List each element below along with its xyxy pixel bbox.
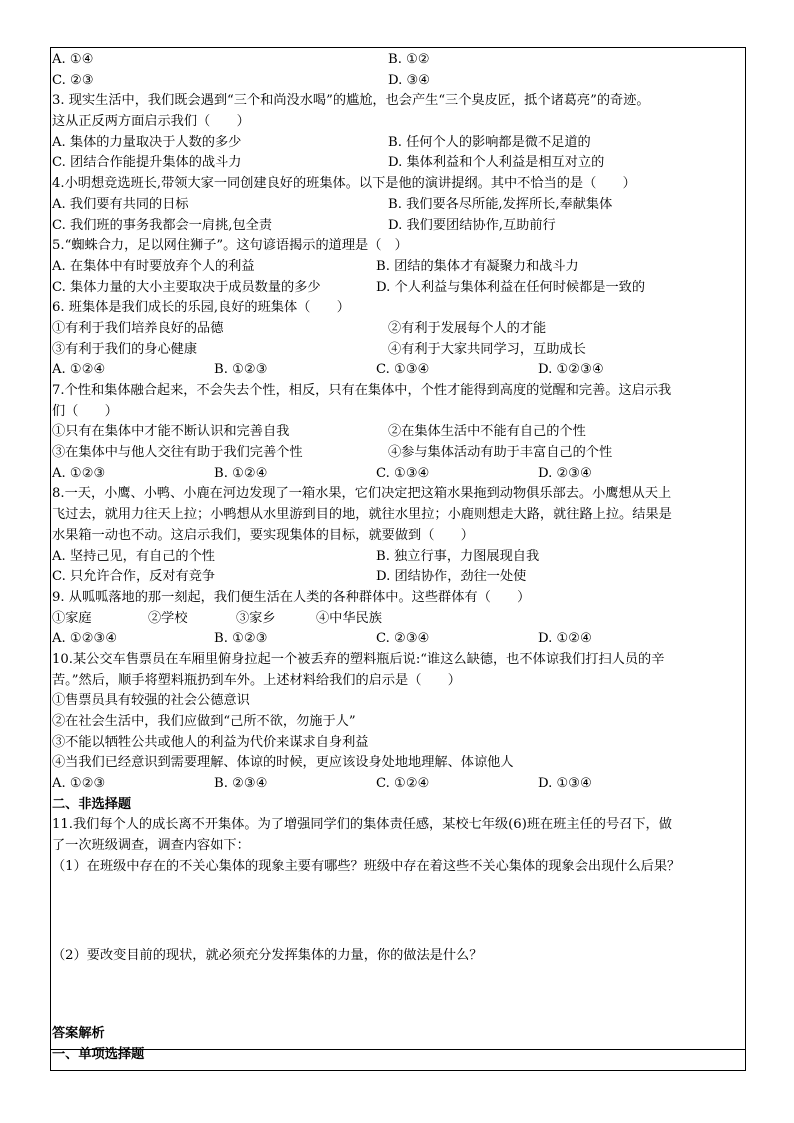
option-b: B. 团结的集体才有凝聚力和战斗力 <box>376 258 579 274</box>
statement-3: ③不能以牺牲公共或他人的利益为代价来谋求自身利益 <box>52 734 369 750</box>
option-c: C. 团结合作能提升集体的战斗力 <box>52 155 242 171</box>
question-9-stem: 9. 从呱呱落地的那一刻起，我们便生活在人类的各种群体中。这些群体有（ ） <box>52 589 531 605</box>
option-d: D. 我们要团结协作,互助前行 <box>388 217 556 233</box>
option-a: A. ①②③ <box>52 776 106 792</box>
statement-2: ②在集体生活中不能有自己的个性 <box>388 424 586 440</box>
answer-space <box>52 878 746 946</box>
question-3-stem-cont: 这从正反两方面启示我们（ ） <box>52 114 250 130</box>
statement-2: ②学校 <box>148 610 188 626</box>
option-c: C. 我们班的事务我都会一肩挑,包全责 <box>52 217 273 233</box>
question-8-stem-cont: 水果箱一动也不动。这启示我们，要实现集体的目标，就要做到（ ） <box>52 527 474 543</box>
statement-4: ④参与集体活动有助于丰富自己的个性 <box>388 445 613 461</box>
option-d: D. ①②③④ <box>538 362 604 378</box>
options-row <box>52 629 746 650</box>
option-d: D. ①②④ <box>538 631 592 647</box>
question-7-stem: 7.个性和集体融合起来，不会失去个性，相反，只有在集体中，个性才能得到高度的觉醒和完善。这启示我 <box>52 383 672 398</box>
option-d: D. ③④ <box>388 72 431 88</box>
statement-3: ③家乡 <box>236 610 276 626</box>
statement-1: ①售票员具有较强的社会公德意识 <box>52 693 250 709</box>
options-row <box>52 774 746 795</box>
option-b: B. 我们要各尽所能,发挥所长,奉献集体 <box>388 196 613 212</box>
answers-title: 答案解析 <box>52 1026 105 1042</box>
question-5-stem: 5.“蜘蛛合力，足以网住狮子”。这句谚语揭示的道理是（ ） <box>52 238 408 254</box>
worksheet-content <box>52 50 746 1066</box>
option-a: A. ①②③ <box>52 465 106 481</box>
statement-3: ③有利于我们的身心健康 <box>52 341 198 357</box>
option-b: B. ①② <box>388 52 430 67</box>
option-b: B. 独立行事，力图展现自我 <box>376 548 540 564</box>
statements-row <box>52 319 746 340</box>
statements-row <box>52 443 746 464</box>
question-11-stem-cont: 了一次班级调查，调查内容如下： <box>52 838 250 854</box>
option-a: A. 坚持己见，有自己的个性 <box>52 548 215 564</box>
statement-1: ①只有在集体中才能不断认识和完善自我 <box>52 424 290 440</box>
section-heading-2: 二、非选择题 <box>52 796 132 812</box>
answer-space <box>52 966 746 1024</box>
option-a: A. ①④ <box>52 52 94 67</box>
option-c: C. ①③④ <box>376 362 430 378</box>
question-11-stem: 11.我们每个人的成长离不开集体。为了增强同学们的集体责任感，某校七年级(6)班在班主任的号召下，做 <box>52 817 672 833</box>
option-d: D. ②③④ <box>538 465 592 481</box>
statement-4: ④中华民族 <box>316 610 382 626</box>
option-a: A. 在集体中有时要放弃个人的利益 <box>52 258 255 274</box>
options-row <box>52 71 746 92</box>
question-6-stem: 6. 班集体是我们成长的乐园,良好的班集体（ ） <box>52 300 350 316</box>
option-a: A. ①②④ <box>52 362 106 378</box>
statement-2: ②在社会生活中，我们应做到“己所不欲，勿施于人” <box>52 714 356 729</box>
option-c: C. ①②④ <box>376 776 430 792</box>
question-7-stem-cont: 们（ ） <box>52 403 118 419</box>
statement-1: ①家庭 <box>52 610 92 626</box>
statement-4: ④当我们已经意识到需要理解、体谅的时候，更应该设身处地地理解、体谅他人 <box>52 755 514 771</box>
question-10-stem: 10.某公交车售票员在车厢里俯身拉起一个被丢弃的塑料瓶后说:“谁这么缺德，也不体谅我们打扫人员的辛 <box>52 651 665 667</box>
section-heading-1: 一、单项选择题 <box>52 1046 145 1062</box>
options-row <box>52 195 746 216</box>
options-row <box>52 50 746 71</box>
statement-3: ③在集体中与他人交往有助于我们完善个性 <box>52 445 303 461</box>
statements-row <box>52 340 746 361</box>
question-4-stem: 4.小明想竞选班长,带领大家一同创建良好的班集体。以下是他的演讲提纲。其中不恰当的是（ ） <box>52 176 636 192</box>
options-row <box>52 153 746 174</box>
options-row <box>52 567 746 588</box>
question-11-part-1: （1）在班级中存在的不关心集体的现象主要有哪些？班级中存在着这些不关心集体的现象会出现什么后果？ <box>52 858 681 874</box>
options-row <box>52 133 746 154</box>
statement-4: ④有利于大家共同学习，互助成长 <box>388 341 586 357</box>
option-b: B. ②③④ <box>214 776 268 792</box>
option-a: A. 集体的力量取决于人数的多少 <box>52 134 242 150</box>
option-c: C. 只允许合作，反对有竞争 <box>52 569 216 585</box>
option-a: A. ①②③④ <box>52 631 118 647</box>
question-11-part-2: （2）要改变目前的现状，就必须充分发挥集体的力量，你的做法是什么？ <box>52 947 483 963</box>
statement-2: ②有利于发展每个人的才能 <box>388 320 547 336</box>
statements-row <box>52 609 746 630</box>
option-d: D. 个人利益与集体利益在任何时候都是一致的 <box>376 279 646 295</box>
option-b: B. ①②③ <box>214 631 268 647</box>
statements-row <box>52 422 746 443</box>
option-b: B. ①②③ <box>214 362 268 378</box>
option-c: C. ②③④ <box>376 631 430 647</box>
statement-1: ①有利于我们培养良好的品德 <box>52 320 224 336</box>
question-8-stem-cont: 飞过去，就用力往天上拉；小鸭想从水里游到目的地，就往水里拉；小鹿则想走大路，就往路上拉。结果是 <box>52 507 672 523</box>
options-row <box>52 216 746 237</box>
option-d: D. 集体利益和个人利益是相互对立的 <box>388 155 605 171</box>
table-bottom-border <box>50 1070 746 1071</box>
option-c: C. 集体力量的大小主要取决于成员数量的多少 <box>52 279 321 295</box>
option-d: D. ①③④ <box>538 776 592 792</box>
question-10-stem-cont: 苦。”然后，顺手将塑料瓶扔到车外。上述材料给我们的启示是（ ） <box>52 672 461 688</box>
options-row <box>52 278 746 299</box>
option-b: B. ①②④ <box>214 465 268 481</box>
table-top-border <box>50 47 746 48</box>
options-row <box>52 360 746 381</box>
question-8-stem: 8.一天，小鹰、小鸭、小鹿在河边发现了一箱水果，它们决定把这箱水果拖到动物俱乐部去。小鹰想从天上 <box>52 486 672 502</box>
options-row <box>52 464 746 485</box>
option-c: C. ①③④ <box>376 465 430 481</box>
option-c: C. ②③ <box>52 72 94 88</box>
options-row <box>52 257 746 278</box>
options-row <box>52 547 746 568</box>
option-b: B. 任何个人的影响都是微不足道的 <box>388 134 591 150</box>
question-3-stem: 3. 现实生活中，我们既会遇到“三个和尚没水喝”的尴尬，也会产生“三个臭皮匠，抵个诸葛亮”的奇迹。 <box>52 93 650 109</box>
option-a: A. 我们要有共同的日标 <box>52 196 189 212</box>
option-d: D. 团结协作，劲往一处使 <box>376 569 527 585</box>
